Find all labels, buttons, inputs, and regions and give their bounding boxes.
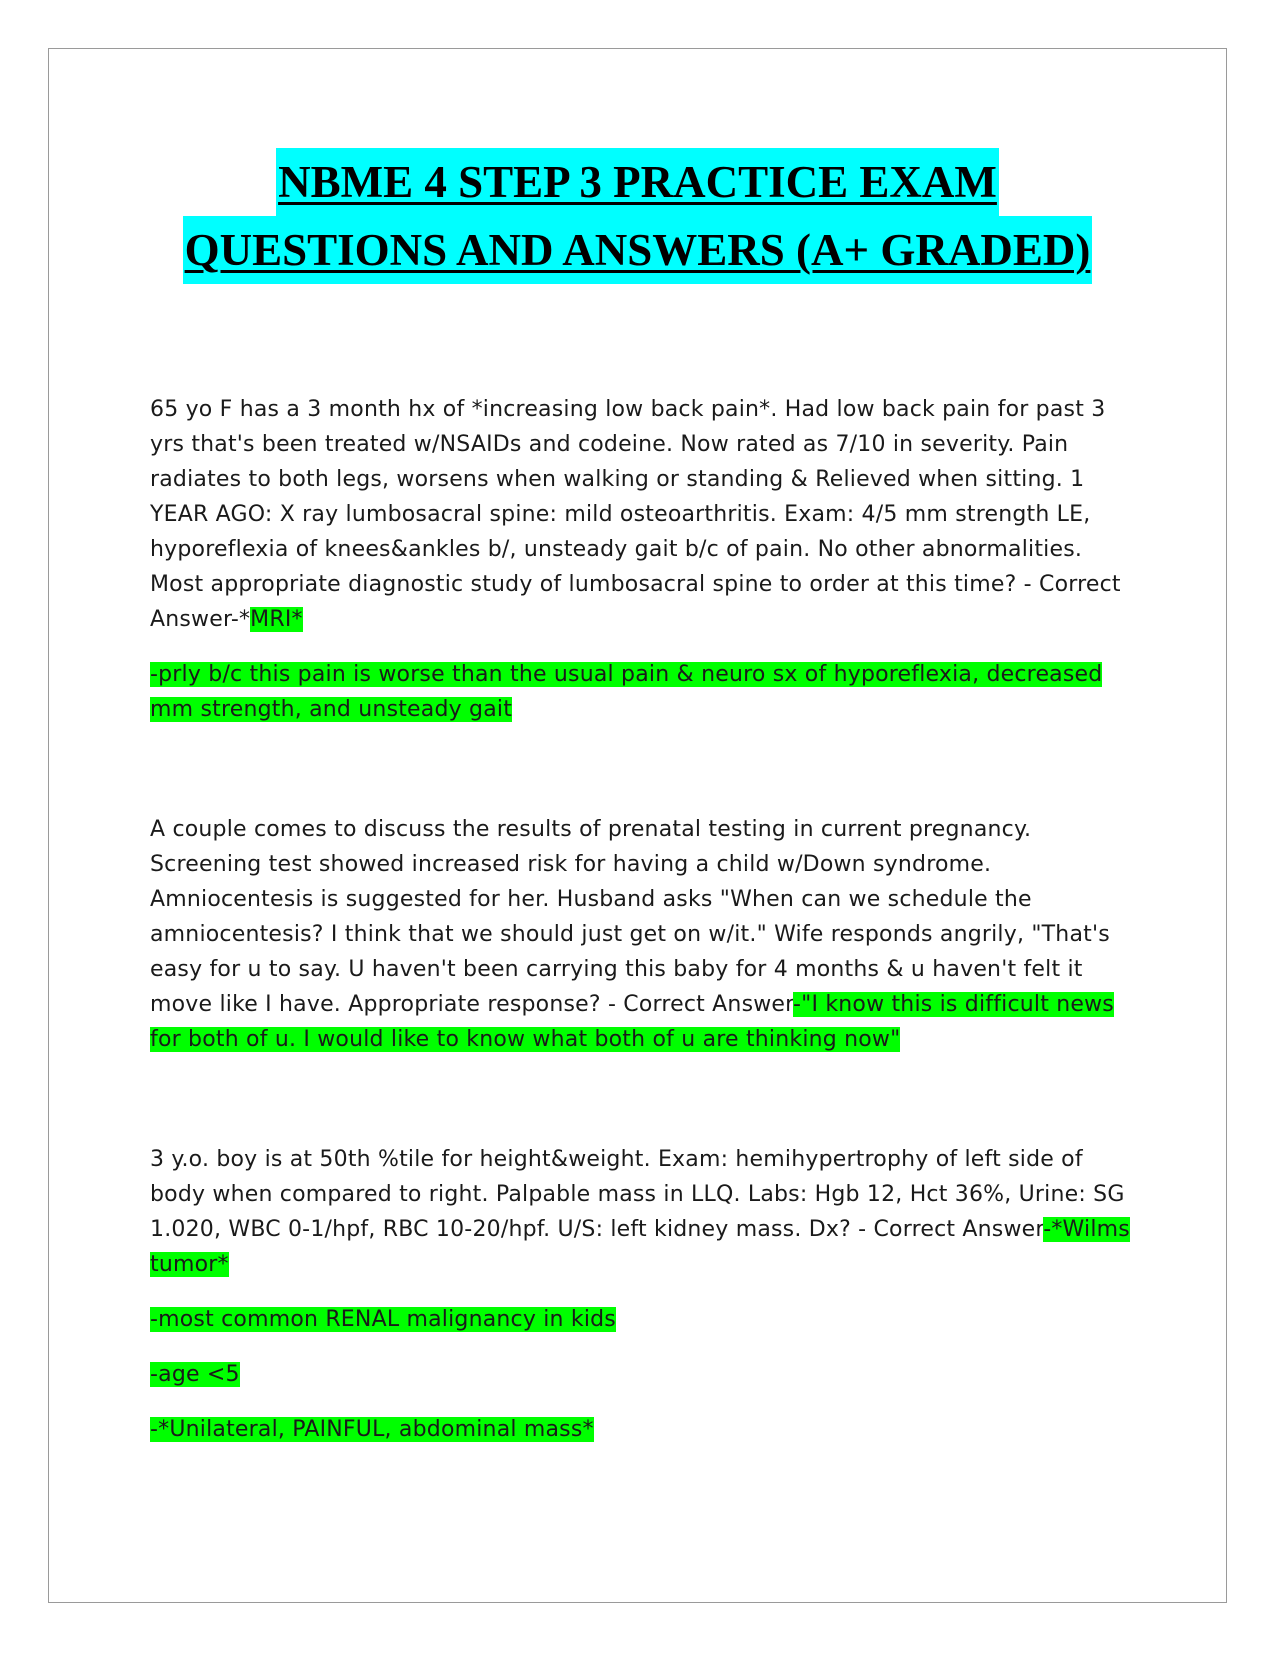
question-1-answer: MRI* [250,607,303,632]
question-2-answer: -"I know this is difficult news for both of u. I would like to know what both of u are thinking now" [150,992,1114,1052]
question-3-text: 3 y.o. boy is at 50th %tile for height&weight. Exam: hemihypertrophy of left side of body when compared to right. Palpable mass in LLQ. Labs: Hgb 12, Hct 36%, Urine: SG 1.020, WBC 0-1/hpf, RBC 10-20/hpf. U/S: left kidney mass. Dx? - Correct Answer [150,1147,1125,1242]
question-3-answer: -*Wilms tumor* [150,1217,1130,1277]
question-1-note-1 [150,657,1135,727]
question-1-text: 65 yo F has a 3 month hx of *increasing low back pain*. Had low back pain for past 3 yrs that's been treated w/NSAIDs and codeine. Now rated as 7/10 in severity. Pain radiates to both legs, worsens when walking or standing & Relieved when sitting. 1 YEAR AGO: X ray lumbosacral spine: mild osteoarthritis. Exam: 4/5 mm strength LE, hyporeflexia of knees&ankles b/, unsteady gait b/c of pain. No other abnormalities. Most appropriate diagnostic study of lumbosacral spine to order at this time? - Correct Answer-* [150,397,1121,632]
question-1 [150,392,1135,637]
document-title [48,148,1227,284]
question-3-note-3 [150,1412,1135,1447]
answer-note: -prly b/c this pain is worse than the usual pain & neuro sx of hyporeflexia, decreased mm strength, and unsteady gait [150,662,1103,722]
question-2-text: A couple comes to discuss the results of prenatal testing in current pregnancy. Screening test showed increased risk for having a child w/Down syndrome. Amniocentesis is suggested for her. Husband asks "When can we schedule the amniocentesis? I think that we should just get on w/it." Wife responds angrily, "That's easy for u to say. U haven't been carrying this baby for 4 months & u haven't felt it move like I have. Appropriate response? - Correct Answer [150,817,1110,1017]
answer-note: -*Unilateral, PAINFUL, abdominal mass* [150,1417,594,1442]
document-body [150,392,1135,1447]
question-3-note-1 [150,1302,1135,1337]
question-2 [150,812,1135,1057]
answer-note: -age <5 [150,1362,240,1387]
title-line-2: QUESTIONS AND ANSWERS (A+ GRADED) [183,216,1093,284]
question-3-note-2 [150,1357,1135,1392]
question-3 [150,1142,1135,1282]
answer-note: -most common RENAL malignancy in kids [150,1307,616,1332]
title-line-1: NBME 4 STEP 3 PRACTICE EXAM [276,148,999,216]
